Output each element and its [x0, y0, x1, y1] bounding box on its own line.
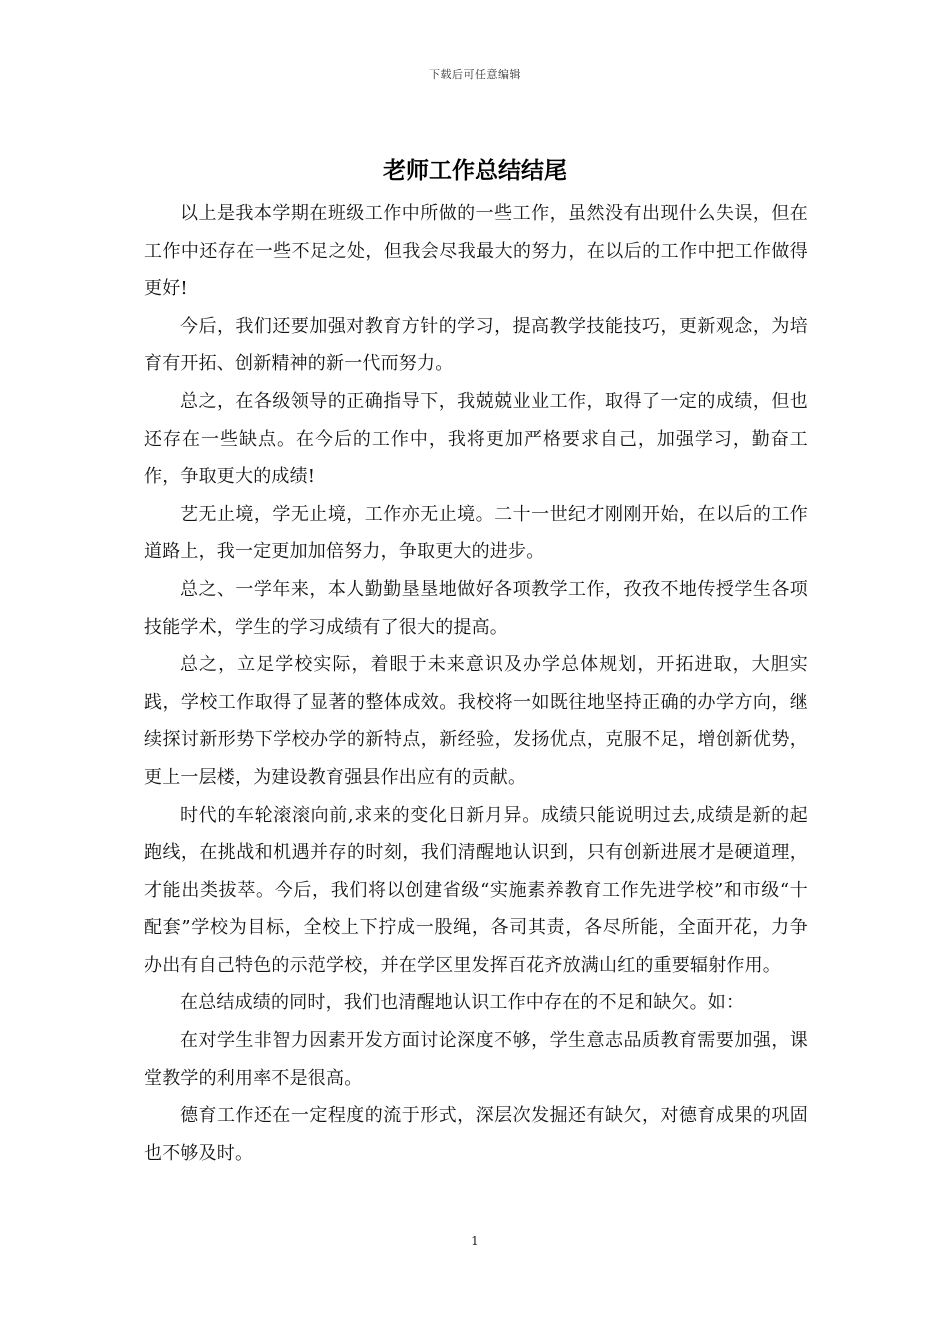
paragraph: 在对学生非智力因素开发方面讨论深度不够，学生意志品质教育需要加强，课堂教学的利用率不是很高。: [144, 1030, 808, 1089]
paragraph: 总之，立足学校实际，着眼于未来意识及办学总体规划，开拓进取，大胆实践，学校工作取得了显著的整体成效。我校将一如既往地坚持正确的办学方向，继续探讨新形势下学校办学的新特点，新经验，发扬优点，克服不足，增创新优势，更上一层楼，为建设教育强县作出应有的贡献。: [144, 654, 808, 788]
document-title: 老师工作总结结尾: [383, 158, 567, 184]
paragraph: 今后，我们还要加强对教育方针的学习，提高教学技能技巧，更新观念，为培育有开拓、创新精神的新一代而努力。: [144, 315, 808, 375]
paragraph: 在总结成绩的同时，我们也清醒地认识工作中存在的不足和缺欠。如：: [180, 992, 745, 1014]
document-body: [144, 195, 808, 1172]
page-header-note: 下载后可任意编辑: [429, 68, 521, 81]
paragraph: 时代的车轮滚滚向前,求来的变化日新月异。成绩只能说明过去,成绩是新的起跑线，在挑战和机遇并存的时刻，我们清醒地认识到，只有创新进展才是硬道理，才能出类拔萃。今后，我们将以创建省级“实施素养教育工作先进学校”和市级“十配套”学校为目标，全校上下拧成一股绳，各司其责，各尽所能，全面开花，力争办出有自己特色的示范学校，并在学区里发挥百花齐放满山红的重要辐射作用。: [144, 804, 808, 976]
paragraph: 总之、一学年来，本人勤勤垦垦地做好各项教学工作，孜孜不地传授学生各项技能学术，学生的学习成绩有了很大的提高。: [144, 578, 808, 638]
page-number: 1: [471, 1234, 479, 1248]
paragraph: 以上是我本学期在班级工作中所做的一些工作，虽然没有出现什么失误，但在工作中还存在一些不足之处，但我会尽我最大的努力，在以后的工作中把工作做得更好!: [144, 203, 808, 300]
paragraph: 总之，在各级领导的正确指导下，我兢兢业业工作，取得了一定的成绩，但也还存在一些缺点。在今后的工作中，我将更加严格要求自己，加强学习，勤奋工作，争取更大的成绩!: [144, 390, 808, 488]
paragraph: 艺无止境，学无止境，工作亦无止境。二十一世纪才刚刚开始，在以后的工作道路上，我一定更加加倍努力，争取更大的进步。: [144, 503, 808, 563]
paragraph: 德育工作还在一定程度的流于形式，深层次发掘还有缺欠，对德育成果的巩固也不够及时。: [144, 1105, 808, 1164]
